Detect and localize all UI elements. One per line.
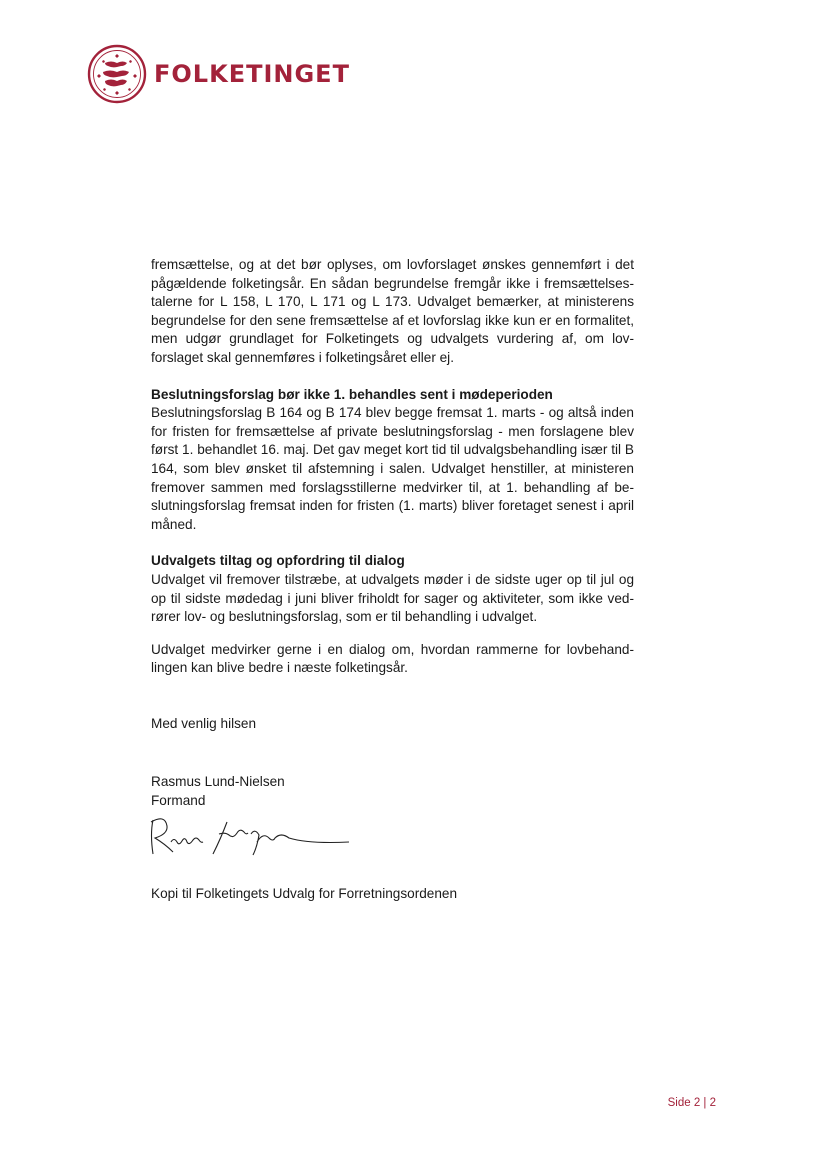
lions-seal-icon [87, 44, 147, 104]
page-number: Side 2 | 2 [667, 1097, 716, 1109]
handwritten-signature [147, 812, 357, 862]
sender-block [151, 773, 285, 810]
logo-wordmark: FOLKETINGET [154, 60, 350, 88]
copy-note: Kopi til Folketingets Udvalg for Forretningsordenen [151, 886, 458, 901]
folketinget-logo [87, 44, 350, 104]
letter-body [151, 256, 634, 678]
section-paragraph-dialog: Udvalget vil fremover tilstræbe, at udvalgets møder i de sidste uger op til jul og op til sidste mødedag i juni bliver friholdt for sager og aktiviteter, som ikke vedrører lov- og beslutningsforslag, som er til behandling i udvalget. [151, 571, 634, 625]
sender-title: Formand [151, 792, 206, 808]
closing-greeting: Med venlig hilsen [151, 716, 257, 731]
section-heading-beslutningsforslag: Beslutningsforslag bør ikke 1. behandles sent i mødeperioden [151, 386, 553, 402]
section-heading-dialog: Udvalgets tiltag og opfordring til dialog [151, 553, 405, 569]
intro-paragraph: fremsættelse, og at det bør oplyses, om lovforslaget ønskes gennemført i det pågældende folketingsår. En sådan begrundelse fremgår ikke i fremsættelsestalerne for L 158, L 170, L 171 og L 173. Udvalget bemærker, at ministerens begrundelse for den sene fremsættelse af et lovforslag ikke kun er en formalitet, men udgør grundlaget for Folketingets og udvalgets vurdering af, om lovforslaget skal gennemføres i folketingsåret eller ej. [151, 257, 634, 365]
sender-name: Rasmus Lund-Nielsen [151, 774, 285, 789]
section-paragraph-rammer: Udvalget medvirker gerne i en dialog om, hvordan rammerne for lovbehandlingen kan blive bedre i næste folketingsår. [151, 641, 634, 676]
section-paragraph-beslutningsforslag: Beslutningsforslag B 164 og B 174 blev begge fremsat 1. marts - og altså inden for fristen for fremsættelse af private beslutningsforslag - men forslagene blev først 1. behandlet 16. maj. Det gav meget kort tid til udvalgsbehandling især til B 164, som blev ønsket til afstemning i salen. Udvalget henstiller, at ministeren fremover sammen med forslagsstillerne medvirker til, at 1. behandling af beslutningsforslag fremsat inden for fristen (1. marts) bliver foretaget senest i april måned. [151, 405, 634, 532]
